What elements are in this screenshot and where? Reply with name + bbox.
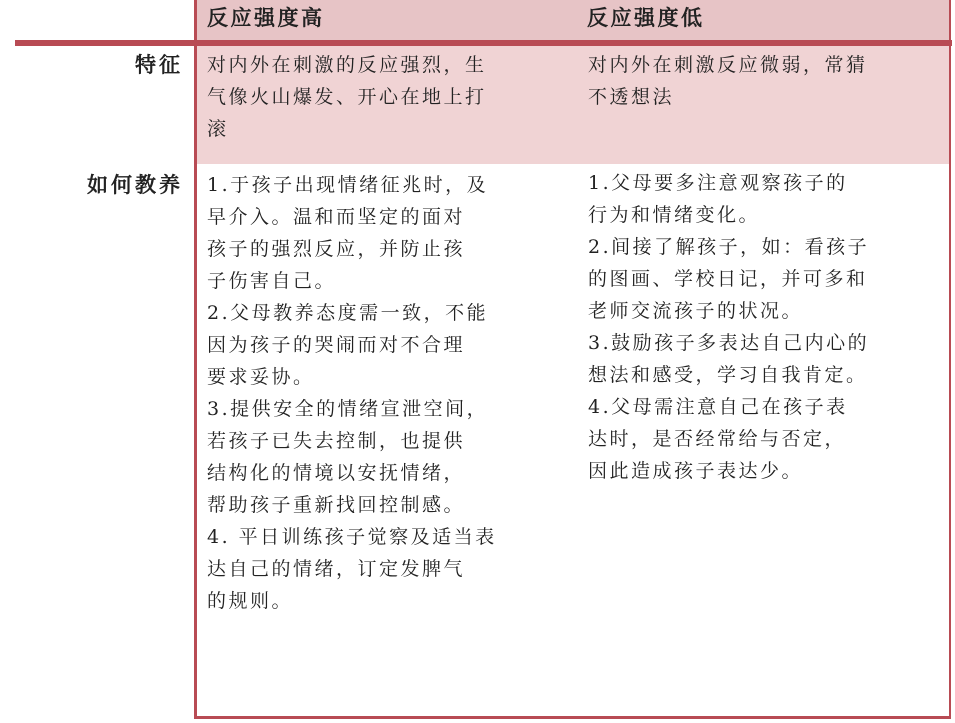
table-left-border [194,0,197,719]
cell-line: 若孩子已失去控制，也提供 [207,430,466,452]
cell-line: 滚 [207,118,229,140]
cell-line: 因为孩子的哭闹而对不合理 [207,334,466,356]
column-header-low-intensity: 反应强度低 [587,5,705,30]
cell-line: 老师交流孩子的状况。 [588,300,804,322]
cell-line: 要求妥协。 [207,366,315,388]
cell-line: 2.父母教养态度需一致，不能 [207,302,489,324]
cell-line: 不透想法 [588,86,675,108]
cell-line: 4. 平日训练孩子觉察及适当表 [207,526,497,548]
cell-line: 因此造成孩子表达少。 [588,460,804,482]
table-bottom-border [194,716,951,719]
cell-parenting-low [588,167,869,487]
cell-line: 子伤害自己。 [207,270,337,292]
table-header-rule [15,40,952,46]
cell-line: 达自己的情绪，订定发脾气 [207,558,466,580]
cell-line: 早介入。温和而坚定的面对 [207,206,466,228]
cell-line: 孩子的强烈反应，并防止孩 [207,238,466,260]
cell-line: 的规则。 [207,590,294,612]
cell-line: 的图画、学校日记，并可多和 [588,268,868,290]
cell-line: 2.间接了解孩子，如：看孩子 [588,236,870,258]
table-right-border [949,0,951,719]
row-label-features: 特征 [135,52,183,77]
cell-line: 3.鼓励孩子多表达自己内心的 [588,332,870,354]
cell-line: 对内外在刺激反应微弱，常猜 [588,54,868,76]
cell-line: 3.提供安全的情绪宣泄空间， [207,398,489,420]
cell-line: 对内外在刺激的反应强烈，生 [207,54,487,76]
cell-line: 帮助孩子重新找回控制感。 [207,494,466,516]
cell-line: 4.父母需注意自己在孩子表 [588,396,848,418]
cell-line: 1.于孩子出现情绪征兆时，及 [207,174,489,196]
cell-line: 行为和情绪变化。 [588,204,761,226]
cell-line: 想法和感受，学习自我肯定。 [588,364,868,386]
cell-line: 达时，是否经常给与否定， [588,428,847,450]
row-label-parenting: 如何教养 [87,172,183,197]
cell-line: 气像火山爆发、开心在地上打 [207,86,487,108]
cell-parenting-high [207,169,497,617]
column-header-high-intensity: 反应强度高 [207,5,325,30]
cell-line: 1.父母要多注意观察孩子的 [588,172,848,194]
cell-features-low [588,49,868,113]
cell-features-high [207,49,487,145]
cell-line: 结构化的情境以安抚情绪， [207,462,466,484]
